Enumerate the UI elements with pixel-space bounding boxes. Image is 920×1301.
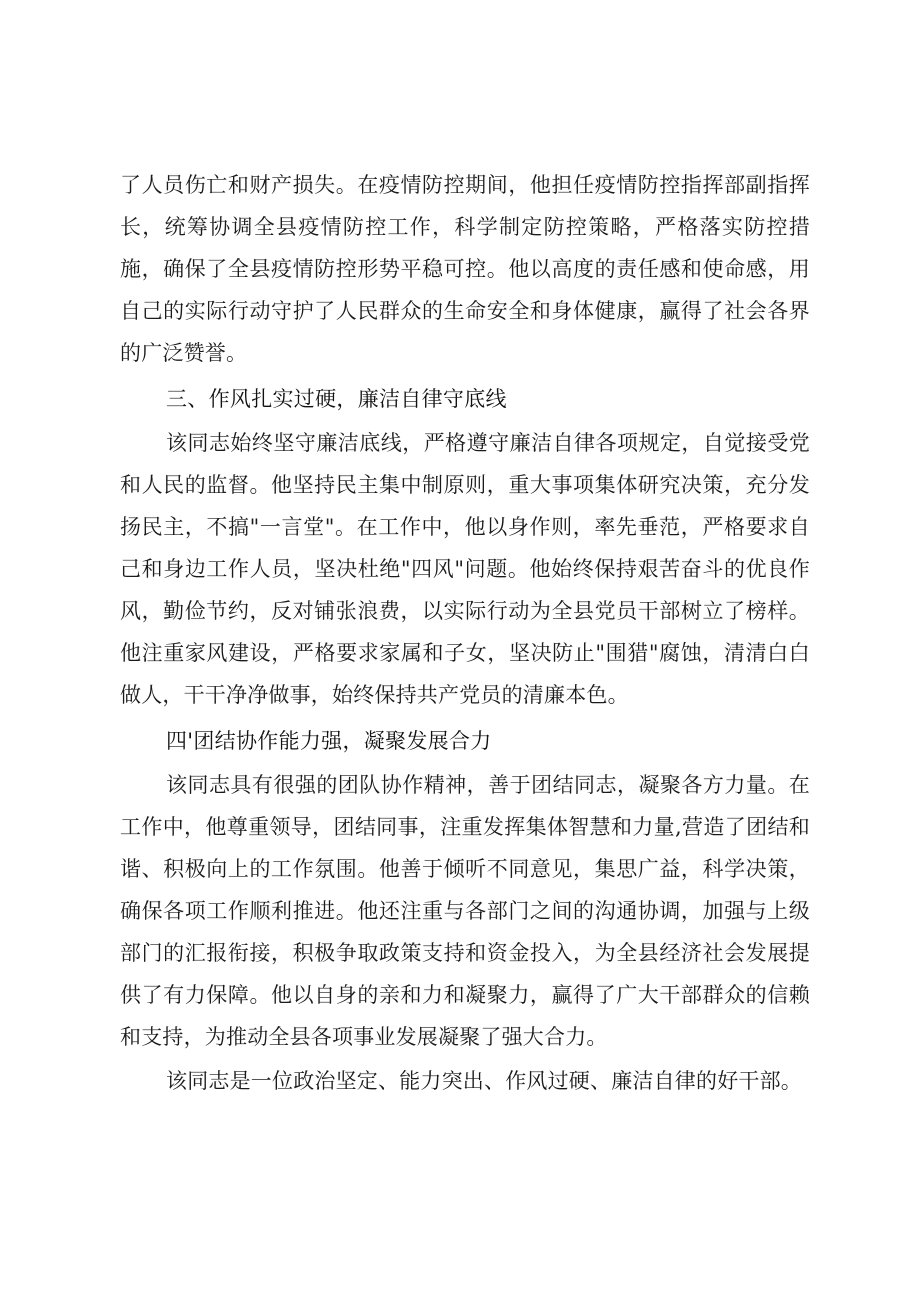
- section-heading-3: 三、作风扎实过硬，廉洁自律守底线: [166, 387, 507, 411]
- paragraph-continuation: 了人员伤亡和财产损失。在疫情防控期间，他担任疫情防控指挥部副指挥长，统筹协调全县疫情防控工作，科学制定防控策略，严格落实防控措施，确保了全县疫情防控形势平稳可控。他以高度的责任感和使命感，用自己的实际行动守护了人民群众的生命安全和身体健康，赢得了社会各界的广泛赞誉。: [120, 173, 810, 365]
- paragraph-teamwork: 该同志具有很强的团队协作精神，善于团结同志，凝聚各方力量。在工作中，他尊重领导，团结同事，注重发挥集体智慧和力量,营造了团结和谐、积极向上的工作氛围。他善于倾听不同意见，集思广益，科学决策，确保各项工作顺利推进。他还注重与各部门之间的沟通协调，加强与上级部门的汇报衔接，积极争取政策支持和资金投入，为全县经济社会发展提供了有力保障。他以自身的亲和力和凝聚力，赢得了广大干部群众的信赖和支持，为推动全县各项事业发展凝聚了强大合力。: [120, 773, 810, 1049]
- section-heading-4: 四'团结协作能力强，凝聚发展合力: [166, 729, 492, 753]
- paragraph-integrity: 该同志始终坚守廉洁底线，严格遵守廉洁自律各项规定，自觉接受党和人民的监督。他坚持民主集中制原则，重大事项集体研究决策，充分发扬民主，不搞"一言堂"。在工作中，他以身作则，率先垂范，严格要求自己和身边工作人员，坚决杜绝"四风"问题。他始终保持艰苦奋斗的优良作风，勤俭节约，反对铺张浪费，以实际行动为全县党员干部树立了榜样。他注重家风建设，严格要求家属和子女，坚决防止"围猎"腐蚀，清清白白做人，干干净净做事，始终保持共产党员的清廉本色。: [120, 431, 810, 707]
- paragraph-conclusion: 该同志是一位政治坚定、能力突出、作风过硬、廉洁自律的好干部。: [166, 1069, 802, 1093]
- document-body: [120, 164, 810, 1102]
